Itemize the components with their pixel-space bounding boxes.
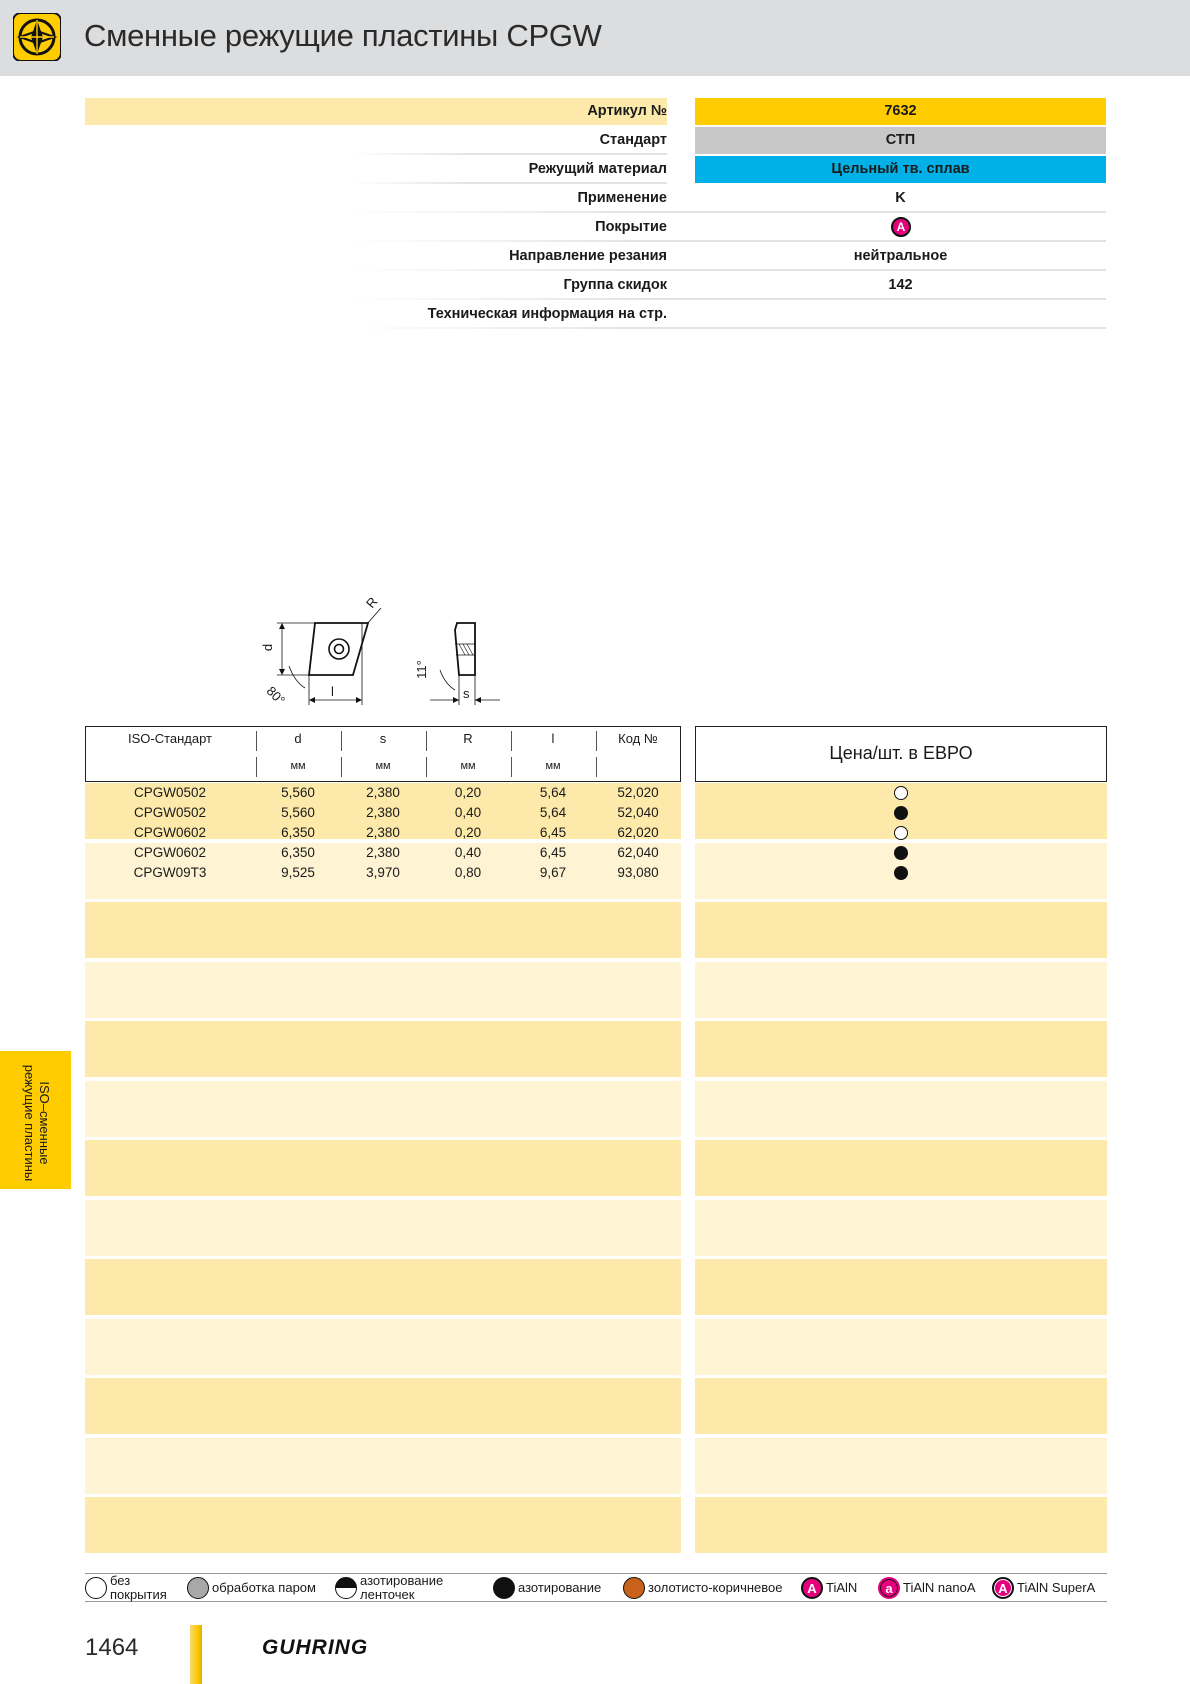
insert-side-view xyxy=(455,623,475,675)
col-header-code: Код № xyxy=(618,731,658,746)
legend-steam-label: обработка паром xyxy=(212,1580,316,1595)
legend-supera-label: TiAlN SuperA xyxy=(1017,1580,1096,1595)
table-band xyxy=(85,962,681,1018)
nitrided-icon xyxy=(493,1577,515,1599)
legend-nitrided xyxy=(493,1574,601,1602)
side-tab-line2: режущие пластины xyxy=(22,1064,37,1182)
table-band xyxy=(85,1378,681,1434)
side-tab-line1: ISO–сменные xyxy=(37,1081,52,1165)
unit-d: мм xyxy=(290,760,306,772)
diagram-label-angle: 80° xyxy=(263,683,289,708)
col-sep xyxy=(426,731,427,751)
col-sep xyxy=(256,731,257,751)
price-band xyxy=(695,1438,1107,1494)
application-label: Применение xyxy=(577,190,667,206)
standard-value: СТП xyxy=(885,132,916,148)
legend-gold-brown xyxy=(623,1574,782,1602)
cell-l: 5,64 xyxy=(539,785,567,800)
price-band xyxy=(695,1200,1107,1256)
diagram-label-l: l xyxy=(331,684,334,699)
price-band xyxy=(695,1497,1107,1553)
cell-r: 0,80 xyxy=(454,865,482,880)
table-band xyxy=(85,1140,681,1196)
legend-nano xyxy=(878,1574,976,1602)
coating-tialn-icon: A xyxy=(891,217,911,237)
table-band xyxy=(85,1319,681,1375)
cell-iso: CPGW0502 xyxy=(133,805,207,820)
legend-land-nitrided-line1: азотирование xyxy=(360,1573,444,1588)
col-header-iso: ISO-Стандарт xyxy=(127,731,213,746)
cell-code: 62,040 xyxy=(617,845,659,860)
brand-logo: GUHRING xyxy=(262,1636,369,1659)
land-nitrided-icon xyxy=(335,1577,357,1599)
diagram-label-d: d xyxy=(260,643,276,652)
col-header-s: s xyxy=(379,731,387,746)
cell-d: 5,560 xyxy=(281,805,315,820)
table-band xyxy=(85,1200,681,1256)
cell-code: 52,020 xyxy=(617,785,659,800)
available-dot-icon xyxy=(894,806,908,820)
cell-iso: CPGW0502 xyxy=(133,785,207,800)
price-band xyxy=(695,962,1107,1018)
legend-uncoated-line2: покрытия xyxy=(110,1587,167,1602)
standard-label: Стандарт xyxy=(599,132,667,148)
cell-iso: CPGW09T3 xyxy=(133,865,207,880)
insert-dimension-drawing xyxy=(255,588,515,713)
legend-nano-label: TiAlN nanoA xyxy=(903,1580,976,1595)
techinfo-value xyxy=(695,301,1106,328)
legend-land-nitrided-line2: ленточек xyxy=(360,1587,415,1602)
table-band xyxy=(85,1259,681,1315)
col-header-r: R xyxy=(463,731,473,746)
cell-s: 2,380 xyxy=(366,825,400,840)
cell-r: 0,40 xyxy=(454,805,482,820)
tialn-icon: A xyxy=(801,1577,823,1599)
col-sep xyxy=(596,757,597,777)
legend-steam xyxy=(187,1574,316,1602)
legend-uncoated-line1: без xyxy=(110,1573,131,1588)
table-band xyxy=(85,1438,681,1494)
table-band xyxy=(85,1081,681,1137)
tialn-supera-icon: A xyxy=(992,1577,1014,1599)
price-band xyxy=(695,1021,1107,1077)
article-label: Артикул № xyxy=(587,103,667,119)
cell-l: 6,45 xyxy=(539,825,567,840)
price-band xyxy=(695,1081,1107,1137)
price-header: Цена/шт. в ЕВРО xyxy=(829,743,973,763)
cell-r: 0,20 xyxy=(454,785,482,800)
cell-l: 5,64 xyxy=(539,805,567,820)
discount-label: Группа скидок xyxy=(563,277,667,293)
price-band xyxy=(695,1140,1107,1196)
material-label: Режущий материал xyxy=(528,161,667,177)
cell-d: 5,560 xyxy=(281,785,315,800)
material-value: Цельный тв. сплав xyxy=(831,161,970,177)
legend-tialn xyxy=(801,1574,857,1602)
diagram-label-r: R xyxy=(362,594,381,611)
guhring-logo-icon xyxy=(13,13,61,61)
discount-value: 142 xyxy=(888,277,913,293)
legend-supera xyxy=(992,1574,1095,1602)
cell-d: 9,525 xyxy=(281,865,315,880)
insert-top-view xyxy=(309,623,368,675)
col-sep xyxy=(426,757,427,777)
price-band xyxy=(695,902,1107,958)
footer-accent-bar xyxy=(190,1625,202,1684)
cell-d: 6,350 xyxy=(281,825,315,840)
col-sep xyxy=(256,757,257,777)
table-band xyxy=(85,1497,681,1553)
legend-tialn-label: TiAlN xyxy=(826,1580,858,1595)
cell-s: 2,380 xyxy=(366,785,400,800)
legend-uncoated xyxy=(85,1574,167,1602)
cell-code: 62,020 xyxy=(617,825,659,840)
available-dot-icon xyxy=(894,866,908,880)
cell-iso: CPGW0602 xyxy=(133,845,207,860)
col-sep xyxy=(511,757,512,777)
unit-r: мм xyxy=(460,760,476,772)
cell-s: 2,380 xyxy=(366,805,400,820)
coating-label: Покрытие xyxy=(595,219,667,235)
page-title: Сменные режущие пластины CPGW xyxy=(84,18,602,53)
page-number: 1464 xyxy=(85,1634,139,1661)
cell-r: 0,20 xyxy=(454,825,482,840)
side-tab-label xyxy=(18,1054,52,1192)
gold-brown-icon xyxy=(623,1577,645,1599)
col-sep xyxy=(341,757,342,777)
diagram-label-clearance: 11° xyxy=(413,660,429,679)
unit-l: мм xyxy=(545,760,561,772)
direction-value: нейтральное xyxy=(853,248,948,264)
cell-s: 3,970 xyxy=(366,865,400,880)
col-sep xyxy=(511,731,512,751)
diagram-label-s: s xyxy=(463,686,470,701)
cell-code: 93,080 xyxy=(617,865,659,880)
price-band xyxy=(695,1319,1107,1375)
legend-nitrided-label: азотирование xyxy=(518,1580,602,1595)
price-band xyxy=(695,1378,1107,1434)
uncoated-icon xyxy=(85,1577,107,1599)
unit-s: мм xyxy=(375,760,391,772)
table-band xyxy=(85,1021,681,1077)
application-value: K xyxy=(895,190,906,206)
cell-d: 6,350 xyxy=(281,845,315,860)
col-header-l: l xyxy=(551,731,555,746)
direction-label: Направление резания xyxy=(509,248,667,264)
legend-land-nitrided xyxy=(335,1574,443,1602)
col-header-d: d xyxy=(294,731,302,746)
legend-uncoated-label xyxy=(110,1574,167,1602)
techinfo-label: Техническая информация на стр. xyxy=(427,306,667,322)
table-band xyxy=(85,902,681,958)
cell-l: 9,67 xyxy=(539,865,567,880)
cell-l: 6,45 xyxy=(539,845,567,860)
article-value: 7632 xyxy=(884,103,917,119)
tialn-nanoa-icon: a xyxy=(878,1577,900,1599)
steam-treated-icon xyxy=(187,1577,209,1599)
cell-iso: CPGW0602 xyxy=(133,825,207,840)
cell-r: 0,40 xyxy=(454,845,482,860)
col-sep xyxy=(596,731,597,751)
price-band xyxy=(695,1259,1107,1315)
on-request-dot-icon xyxy=(894,786,908,800)
cell-s: 2,380 xyxy=(366,845,400,860)
cell-code: 52,040 xyxy=(617,805,659,820)
available-dot-icon xyxy=(894,846,908,860)
legend-gold-brown-label: золотисто-коричневое xyxy=(648,1580,783,1595)
on-request-dot-icon xyxy=(894,826,908,840)
legend-land-nitrided-label xyxy=(360,1574,443,1602)
col-sep xyxy=(341,731,342,751)
